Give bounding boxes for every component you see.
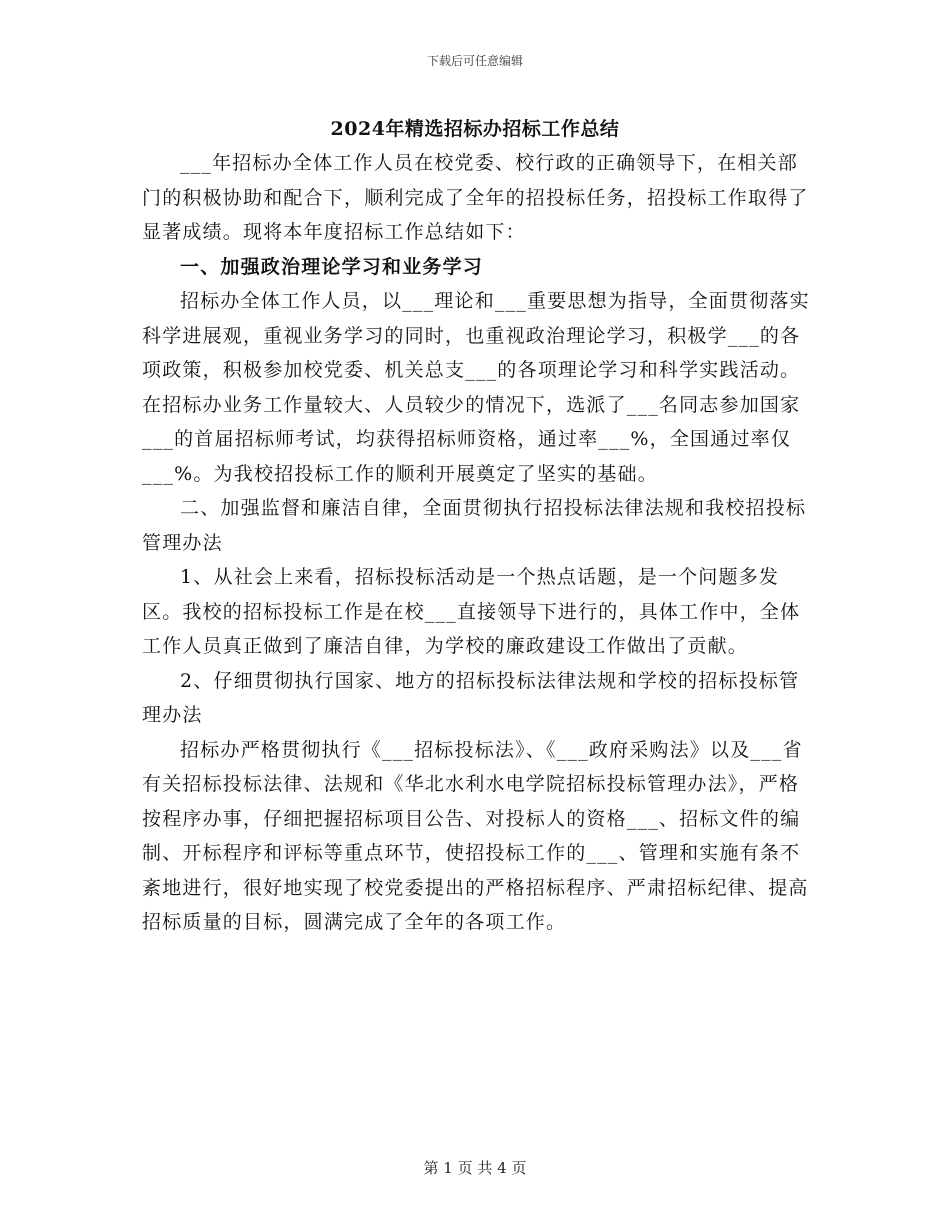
section-2-item-2-paragraph: 招标办严格贯彻执行《___招标投标法》、《___政府采购法》以及___省有关招标投标法律、法规和《华北水利水电学院招标投标管理办法》，严格按程序办事，仔细把握招标项目公告、对投标人的资格___、招标文件的编制、开标程序和评标等重点环节，使招投标工作的___、管理和实施有条不紊地进行，很好地实现了校党委提出的严格招标程序、严肃招标纪律、提高招标质量的目标，圆满完成了全年的各项工作。 xyxy=(142,738,809,933)
section-1-paragraph: 招标办全体工作人员，以___理论和___重要思想为指导，全面贯彻落实科学进展观，重视业务学习的同时，也重视政治理论学习，积极学___的各项政策，积极参加校党委、机关总支___的各项理论学习和科学实践活动。在招标办业务工作量较大、人员较少的情况下，选派了___名同志参加国家___的首届招标师考试，均获得招标师资格，通过率___%，全国通过率仅___%。为我校招投标工作的顺利开展奠定了坚实的基础。 xyxy=(142,290,810,485)
section-2-item-1: 1、从社会上来看，招标投标活动是一个热点话题，是一个问题多发区。我校的招标投标工作是在校___直接领导下进行的，具体工作中，全体工作人员真正做到了廉洁自律，为学校的廉政建设工作做出了贡献。 xyxy=(142,566,801,657)
section-2-item-2: 2、仔细贯彻执行国家、地方的招标投标法律法规和学校的招标投标管理办法 xyxy=(142,669,800,726)
section-heading-1: 一、加强政治理论学习和业务学习 xyxy=(180,255,484,278)
section-heading-2: 二、加强监督和廉洁自律，全面贯彻执行招投标法律法规和我校招投标管理办法 xyxy=(142,497,807,554)
document-body xyxy=(142,146,812,940)
document-title: 2024年精选招标办招标工作总结 xyxy=(330,118,620,140)
page-footer: 第 1 页 共 4 页 xyxy=(423,1159,527,1177)
intro-paragraph: ___年招标办全体工作人员在校党委、校行政的正确领导下，在相关部门的积极协助和配合下，顺利完成了全年的招投标任务，招投标工作取得了显著成绩。现将本年度招标工作总结如下： xyxy=(142,152,809,243)
header-note: 下载后可任意编辑 xyxy=(426,54,523,68)
